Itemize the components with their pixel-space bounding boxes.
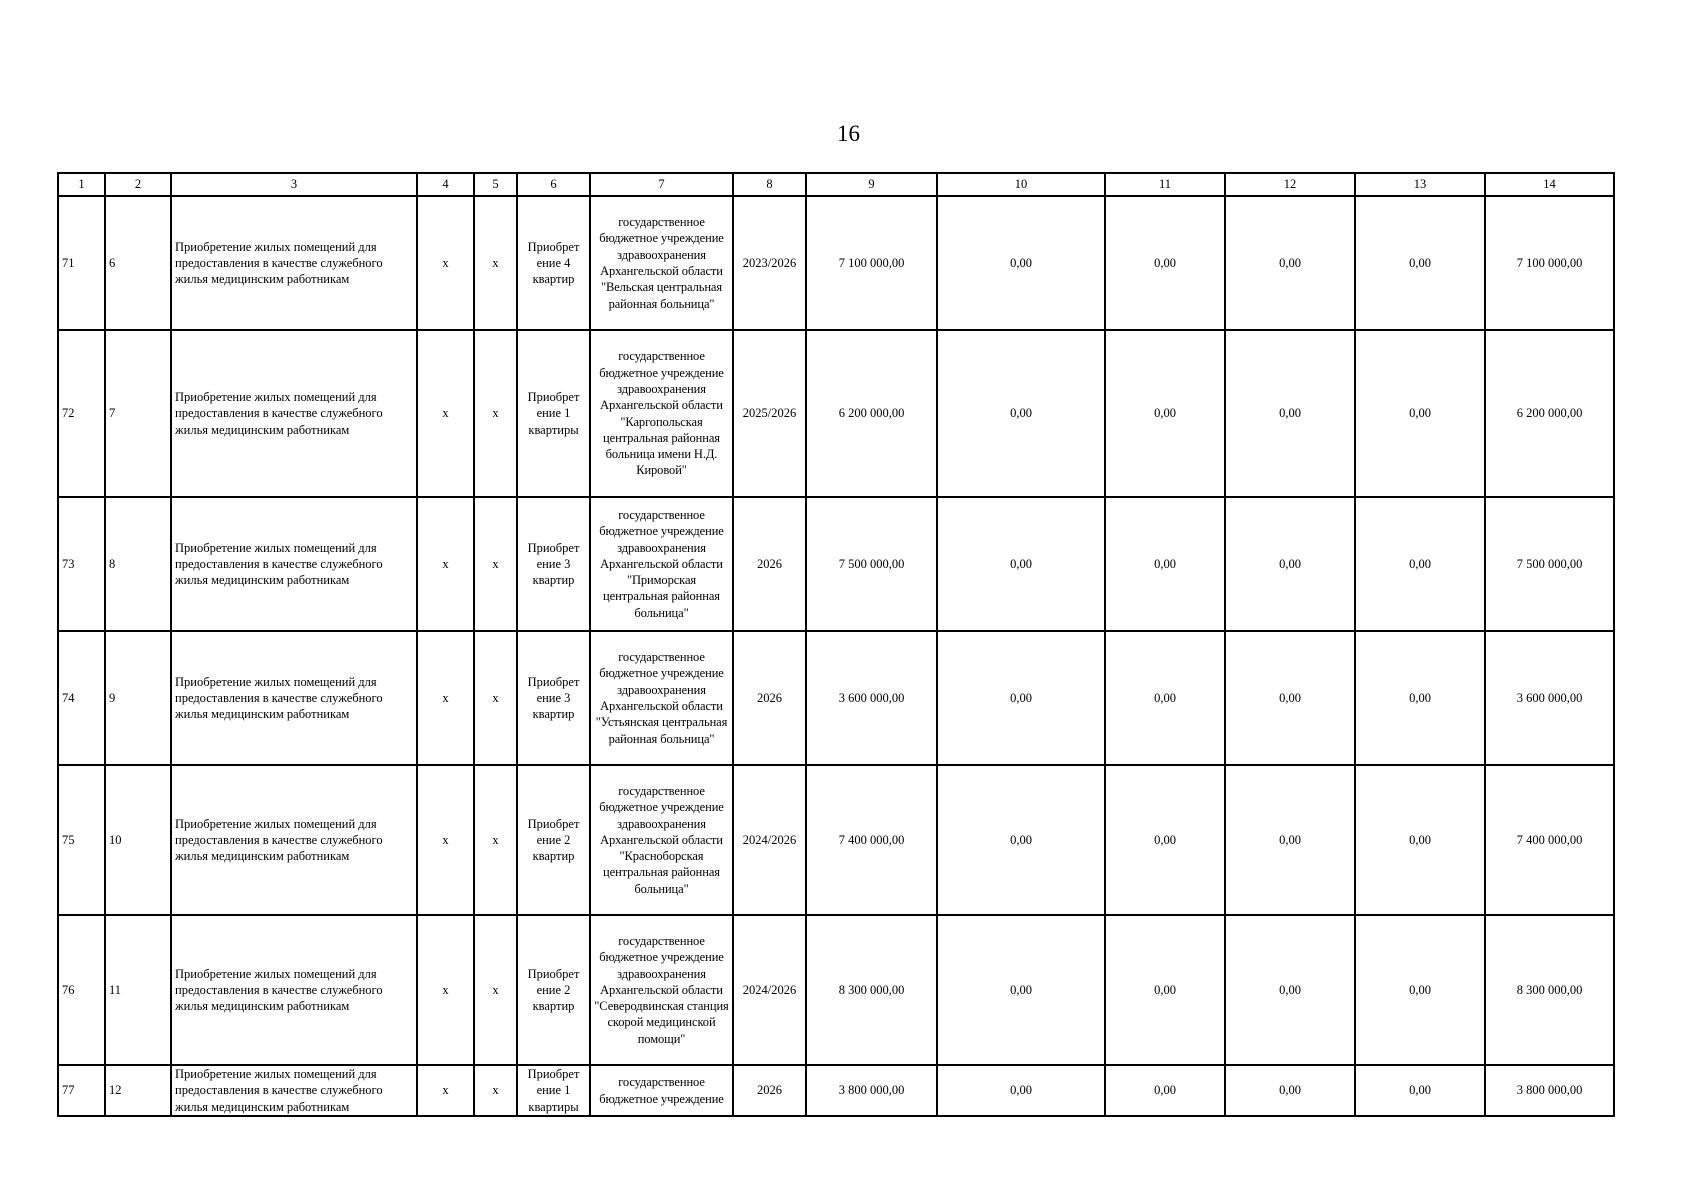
item-description: Приобретение жилых помещений для предоставления в качестве служебного жилья медицинским работникам: [171, 765, 417, 915]
cell-col5: х: [474, 631, 517, 765]
item-number: 9: [105, 631, 171, 765]
item-number: 7: [105, 330, 171, 497]
amount-col9: 7 100 000,00: [806, 196, 937, 330]
row-number: 72: [58, 330, 105, 497]
amount-col9: 3 600 000,00: [806, 631, 937, 765]
cell-col5: х: [474, 196, 517, 330]
item-description: Приобретение жилых помещений для предоставления в качестве служебного жилья медицинским работникам: [171, 497, 417, 631]
institution-name: государственное бюджетное учреждение здравоохранения Архангельской области "Красноборская центральная районная больница": [590, 765, 733, 915]
table-row: [58, 1065, 1614, 1116]
amount-col13: 0,00: [1355, 497, 1485, 631]
years: 2026: [733, 1065, 806, 1116]
cell-col5: х: [474, 497, 517, 631]
amount-col13: 0,00: [1355, 1065, 1485, 1116]
amount-col10: 0,00: [937, 330, 1105, 497]
amount-col10: 0,00: [937, 631, 1105, 765]
amount-col11: 0,00: [1105, 330, 1225, 497]
purchase-description: Приобрет ение 2 квартир: [517, 765, 590, 915]
amount-col14: 7 500 000,00: [1485, 497, 1614, 631]
item-number: 6: [105, 196, 171, 330]
years: 2025/2026: [733, 330, 806, 497]
amount-col10: 0,00: [937, 1065, 1105, 1116]
table-row: [58, 497, 1614, 631]
row-number: 76: [58, 915, 105, 1065]
item-number: 11: [105, 915, 171, 1065]
amount-col12: 0,00: [1225, 1065, 1355, 1116]
item-description: Приобретение жилых помещений для предоставления в качестве служебного жилья медицинским работникам: [171, 196, 417, 330]
years: 2023/2026: [733, 196, 806, 330]
column-header: 12: [1225, 173, 1355, 196]
amount-col11: 0,00: [1105, 631, 1225, 765]
column-header: 2: [105, 173, 171, 196]
amount-col12: 0,00: [1225, 196, 1355, 330]
purchase-description: Приобрет ение 3 квартир: [517, 631, 590, 765]
column-header: 14: [1485, 173, 1614, 196]
cell-col4: х: [417, 631, 474, 765]
years: 2024/2026: [733, 915, 806, 1065]
institution-name: государственное бюджетное учреждение здравоохранения Архангельской области "Северодвинская станция скорой медицинской помощи": [590, 915, 733, 1065]
purchase-description: Приобрет ение 1 квартиры: [517, 1065, 590, 1116]
purchase-description: Приобрет ение 4 квартир: [517, 196, 590, 330]
cell-col4: х: [417, 497, 474, 631]
amount-col12: 0,00: [1225, 330, 1355, 497]
cell-col5: х: [474, 1065, 517, 1116]
row-number: 73: [58, 497, 105, 631]
institution-name: государственное бюджетное учреждение здравоохранения Архангельской области "Каргопольская центральная районная больница имени Н.Д. Кировой": [590, 330, 733, 497]
table-row: [58, 196, 1614, 330]
item-number: 10: [105, 765, 171, 915]
cell-col4: х: [417, 1065, 474, 1116]
row-number: 74: [58, 631, 105, 765]
amount-col13: 0,00: [1355, 765, 1485, 915]
row-number: 75: [58, 765, 105, 915]
institution-name: государственное бюджетное учреждение здравоохранения Архангельской области "Устьянская центральная районная больница": [590, 631, 733, 765]
purchase-description: Приобрет ение 2 квартир: [517, 915, 590, 1065]
item-number: 12: [105, 1065, 171, 1116]
column-header: 7: [590, 173, 733, 196]
cell-col5: х: [474, 765, 517, 915]
years: 2026: [733, 497, 806, 631]
amount-col14: 7 400 000,00: [1485, 765, 1614, 915]
cell-col4: х: [417, 915, 474, 1065]
item-description: Приобретение жилых помещений для предоставления в качестве служебного жилья медицинским работникам: [171, 1065, 417, 1116]
amount-col11: 0,00: [1105, 915, 1225, 1065]
amount-col12: 0,00: [1225, 915, 1355, 1065]
amount-col9: 7 400 000,00: [806, 765, 937, 915]
amount-col12: 0,00: [1225, 497, 1355, 631]
cell-col5: х: [474, 330, 517, 497]
cell-col4: х: [417, 765, 474, 915]
purchase-description: Приобрет ение 1 квартиры: [517, 330, 590, 497]
amount-col10: 0,00: [937, 196, 1105, 330]
table-header-row: [58, 173, 1614, 196]
column-header: 8: [733, 173, 806, 196]
page-number: 16: [837, 121, 860, 146]
amount-col11: 0,00: [1105, 1065, 1225, 1116]
budget-table: [57, 172, 1615, 1117]
column-header: 11: [1105, 173, 1225, 196]
amount-col13: 0,00: [1355, 915, 1485, 1065]
amount-col10: 0,00: [937, 915, 1105, 1065]
column-header: 10: [937, 173, 1105, 196]
years: 2024/2026: [733, 765, 806, 915]
column-header: 1: [58, 173, 105, 196]
table-row: [58, 765, 1614, 915]
cell-col5: х: [474, 915, 517, 1065]
amount-col14: 6 200 000,00: [1485, 330, 1614, 497]
amount-col14: 3 600 000,00: [1485, 631, 1614, 765]
institution-name: государственное бюджетное учреждение здравоохранения Архангельской области "Вельская центральная районная больница": [590, 196, 733, 330]
amount-col11: 0,00: [1105, 497, 1225, 631]
years: 2026: [733, 631, 806, 765]
table-row: [58, 915, 1614, 1065]
item-description: Приобретение жилых помещений для предоставления в качестве служебного жилья медицинским работникам: [171, 330, 417, 497]
amount-col13: 0,00: [1355, 631, 1485, 765]
item-number: 8: [105, 497, 171, 631]
institution-name: государственное бюджетное учреждение: [590, 1065, 733, 1116]
amount-col14: 8 300 000,00: [1485, 915, 1614, 1065]
purchase-description: Приобрет ение 3 квартир: [517, 497, 590, 631]
amount-col9: 7 500 000,00: [806, 497, 937, 631]
amount-col12: 0,00: [1225, 631, 1355, 765]
amount-col9: 8 300 000,00: [806, 915, 937, 1065]
column-header: 5: [474, 173, 517, 196]
column-header: 13: [1355, 173, 1485, 196]
item-description: Приобретение жилых помещений для предоставления в качестве служебного жилья медицинским работникам: [171, 915, 417, 1065]
amount-col12: 0,00: [1225, 765, 1355, 915]
amount-col10: 0,00: [937, 497, 1105, 631]
amount-col9: 6 200 000,00: [806, 330, 937, 497]
row-number: 77: [58, 1065, 105, 1116]
institution-name: государственное бюджетное учреждение здравоохранения Архангельской области "Приморская центральная районная больница": [590, 497, 733, 631]
cell-col4: х: [417, 330, 474, 497]
amount-col13: 0,00: [1355, 196, 1485, 330]
column-header: 3: [171, 173, 417, 196]
item-description: Приобретение жилых помещений для предоставления в качестве служебного жилья медицинским работникам: [171, 631, 417, 765]
row-number: 71: [58, 196, 105, 330]
table-row: [58, 631, 1614, 765]
column-header: 4: [417, 173, 474, 196]
amount-col13: 0,00: [1355, 330, 1485, 497]
column-header: 6: [517, 173, 590, 196]
amount-col11: 0,00: [1105, 765, 1225, 915]
amount-col14: 3 800 000,00: [1485, 1065, 1614, 1116]
amount-col9: 3 800 000,00: [806, 1065, 937, 1116]
amount-col11: 0,00: [1105, 196, 1225, 330]
amount-col10: 0,00: [937, 765, 1105, 915]
cell-col4: х: [417, 196, 474, 330]
column-header: 9: [806, 173, 937, 196]
amount-col14: 7 100 000,00: [1485, 196, 1614, 330]
table-row: [58, 330, 1614, 497]
